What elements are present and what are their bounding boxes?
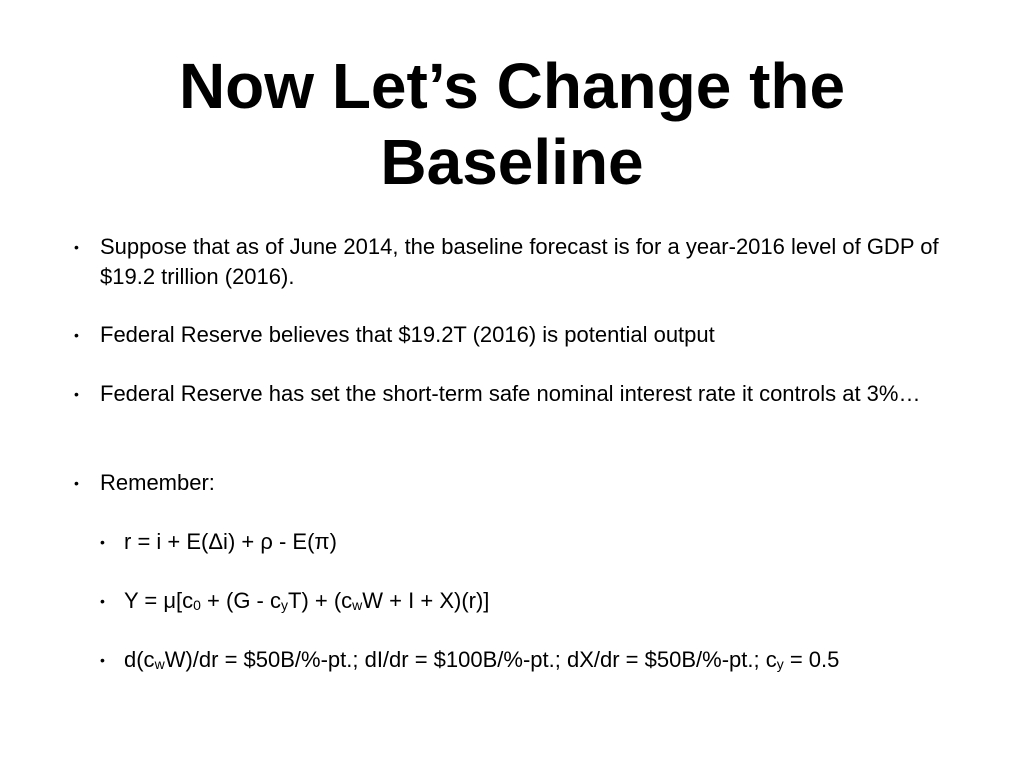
bullet-dot-icon: • <box>74 239 79 255</box>
bullet-text: Suppose that as of June 2014, the baseline forecast is for a year-2016 level of GDP of $19.2 trillion (2016). <box>100 234 939 289</box>
bullet-item-baseline-forecast <box>74 232 950 292</box>
equation-part: Y = μ[c <box>124 588 194 613</box>
bullet-text: Remember: <box>100 470 215 495</box>
equation-text <box>124 588 489 613</box>
equation-part: + (G - c <box>200 588 281 613</box>
sub-bullet-derivatives <box>100 645 964 675</box>
equation-part: W)/dr = $50B/%-pt.; dI/dr = $100B/%-pt.; dX/dr = $50B/%-pt.; c <box>164 647 777 672</box>
equation-subscript: 0 <box>193 597 201 613</box>
bullet-item-interest-rate <box>74 379 950 409</box>
slide-title-line-2: Baseline <box>380 126 644 198</box>
sub-bullet-real-rate-equation <box>100 527 964 557</box>
bullet-dot-icon: • <box>100 652 105 668</box>
sub-bullet-output-equation <box>100 586 964 616</box>
bullet-dot-icon: • <box>74 475 79 491</box>
equation-subscript: w <box>154 656 165 672</box>
slide-title-line-1: Now Let’s Change the <box>178 50 846 122</box>
equation-part: d(c <box>124 647 155 672</box>
equation-part: W + I + X)(r)] <box>362 588 490 613</box>
bullet-item-remember <box>74 468 950 498</box>
equation-subscript: y <box>776 656 784 672</box>
bullet-text: Federal Reserve has set the short-term safe nominal interest rate it controls at 3%… <box>100 381 921 406</box>
equation-part: = 0.5 <box>783 647 840 672</box>
bullet-dot-icon: • <box>74 327 79 343</box>
equation-part: T) + (c <box>288 588 353 613</box>
equation-subscript: w <box>352 597 363 613</box>
equation-text <box>124 647 839 672</box>
bullet-dot-icon: • <box>100 593 105 609</box>
bullet-dot-icon: • <box>74 386 79 402</box>
bullet-dot-icon: • <box>100 534 105 550</box>
bullet-item-potential-output <box>74 320 950 350</box>
bullet-text: Federal Reserve believes that $19.2T (2016) is potential output <box>100 322 715 347</box>
equation-text: r = i + E(Δi) + ρ - E(π) <box>124 529 337 554</box>
equation-subscript: y <box>281 597 288 613</box>
